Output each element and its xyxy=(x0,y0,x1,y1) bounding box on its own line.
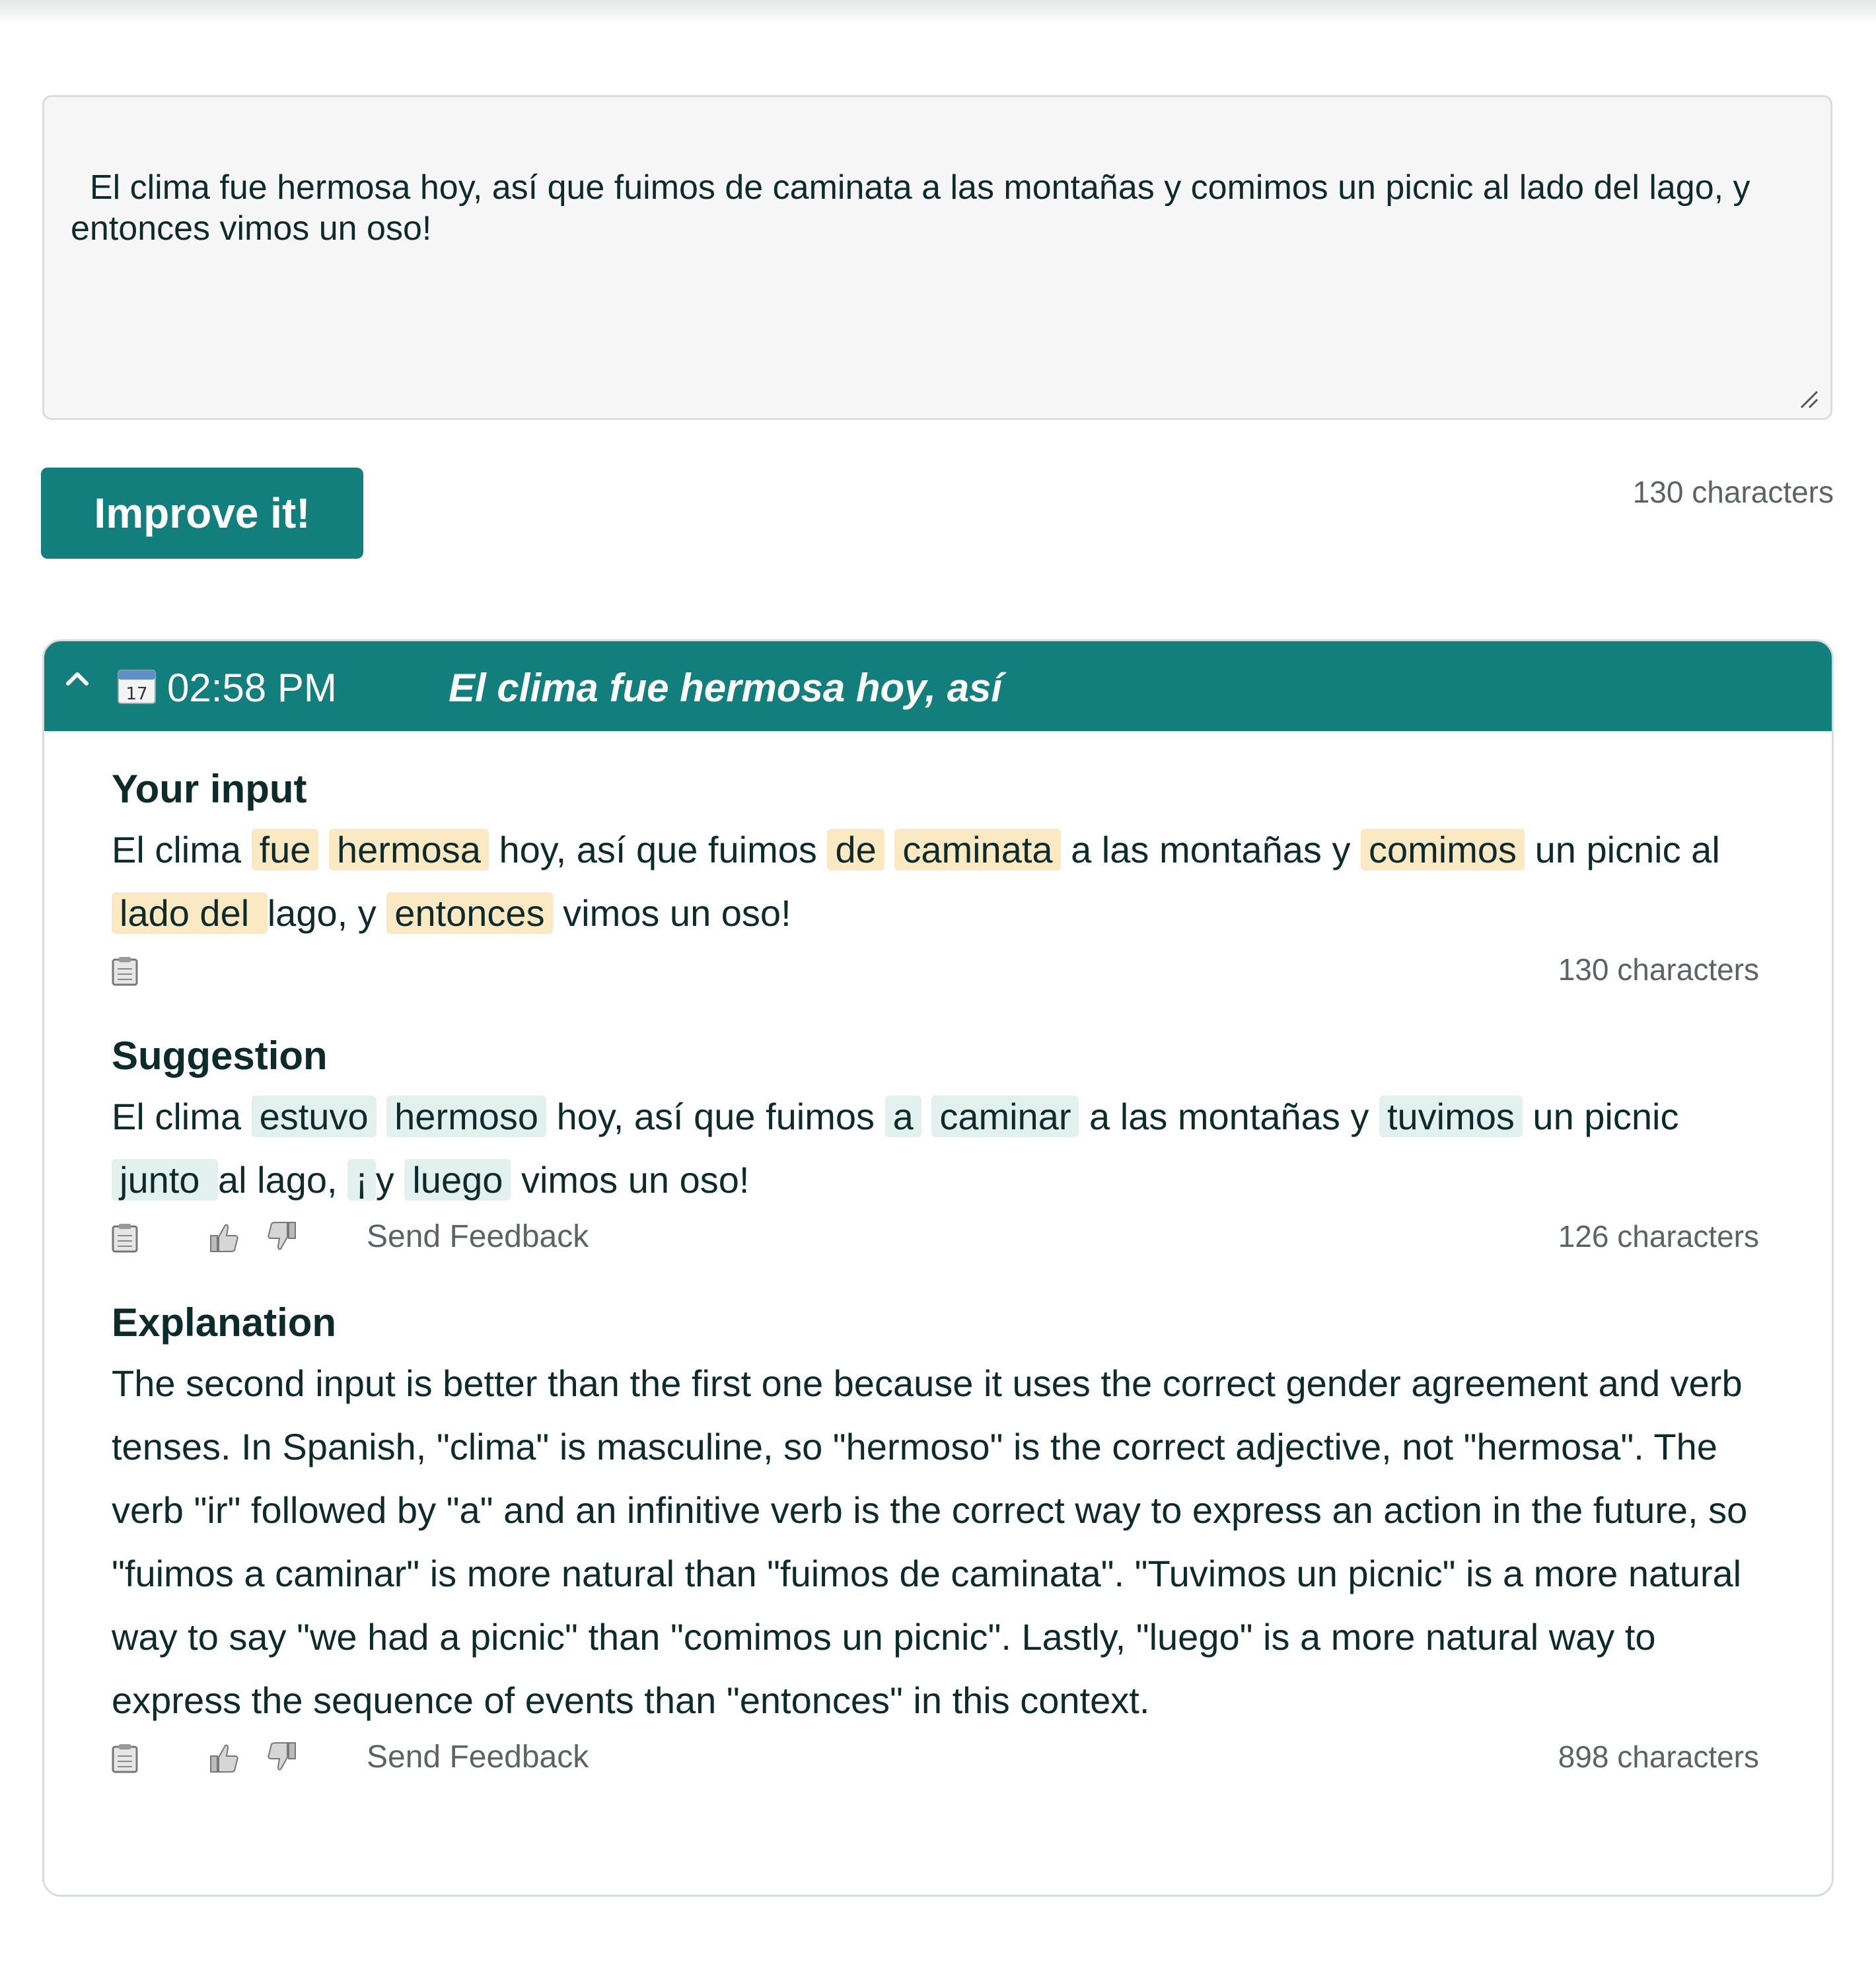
clipboard-icon[interactable] xyxy=(112,1743,138,1773)
text-segment: al lago, xyxy=(218,1159,348,1201)
input-char-count: 130 characters xyxy=(1558,952,1759,987)
text-segment: un picnic al xyxy=(1525,829,1720,870)
explanation-char-count: 898 characters xyxy=(1558,1740,1759,1774)
text-segment: un picnic xyxy=(1522,1096,1679,1137)
text-segment: vimos un oso! xyxy=(511,1159,750,1201)
highlighted-correction: tuvimos xyxy=(1379,1096,1523,1137)
highlighted-error: hermosa xyxy=(329,829,489,870)
input-toolbar xyxy=(112,952,1776,991)
send-feedback-link[interactable]: Send Feedback xyxy=(367,1219,589,1254)
clipboard-icon[interactable] xyxy=(112,1222,138,1253)
text-segment: El clima xyxy=(112,829,252,870)
explanation-section xyxy=(112,1299,1776,1779)
result-time: 02:58 PM xyxy=(167,666,337,710)
suggestion-section xyxy=(112,1032,1776,1258)
calendar-day: 17 xyxy=(126,684,148,704)
thumbs-down-icon[interactable] xyxy=(266,1740,298,1773)
explanation-title: Explanation xyxy=(112,1300,337,1345)
send-feedback-link[interactable]: Send Feedback xyxy=(367,1740,589,1775)
explanation-toolbar xyxy=(112,1739,1776,1779)
highlighted-error: comimos xyxy=(1361,829,1525,870)
text-input-value[interactable]: El clima fue hermosa hoy, así que fuimos de caminata a las montañas y comimos un picnic al lado del lago, y entonces vimos un oso! xyxy=(71,168,1760,248)
explanation-text: The second input is better than the first one because it uses the correct gender agreement and verb tenses. In Spanish, "clima" is masculine, so "hermoso" is the correct adjective, not "hermosa". The verb "ir" followed by "a" and an infinitive verb is the correct way to express an action in the future, so "fuimos a caminar" is more natural than "fuimos de caminata". "Tuvimos un picnic" is a more natural way to say "we had a picnic" than "comimos un picnic". Lastly, "luego" is a more natural way to express the sequence of events than "entonces" in this context. xyxy=(112,1362,1748,1721)
input-title: Your input xyxy=(112,767,307,811)
input-section xyxy=(112,765,1776,991)
text-segment xyxy=(318,829,329,870)
editor-char-count: 130 characters xyxy=(1632,475,1834,509)
input-text xyxy=(112,818,1776,945)
thumbs-up-icon[interactable] xyxy=(208,1742,240,1775)
calendar-icon xyxy=(117,668,157,705)
text-segment xyxy=(377,1096,387,1137)
suggestion-toolbar xyxy=(112,1218,1776,1258)
suggestion-title: Suggestion xyxy=(112,1034,328,1078)
highlighted-correction: junto xyxy=(112,1159,218,1201)
text-segment: vimos un oso! xyxy=(552,892,791,934)
text-segment: El clima xyxy=(112,1096,252,1137)
text-segment: hoy, así que fuimos xyxy=(488,829,828,870)
highlighted-error: de xyxy=(827,829,884,870)
top-shadow xyxy=(0,0,1876,25)
text-segment: a las montañas y xyxy=(1060,829,1361,870)
highlighted-correction: estuvo xyxy=(252,1096,377,1137)
highlighted-correction: caminar xyxy=(931,1096,1079,1137)
text-segment: lago, y xyxy=(267,892,387,934)
improve-button[interactable]: Improve it! xyxy=(41,468,363,559)
highlighted-correction: ¡ xyxy=(347,1159,376,1201)
chevron-up-icon[interactable] xyxy=(64,665,90,691)
highlighted-error: fue xyxy=(252,829,319,870)
resize-grip-icon[interactable] xyxy=(1797,388,1819,409)
text-segment: y xyxy=(375,1159,405,1201)
text-input-area[interactable] xyxy=(42,95,1832,420)
suggestion-text xyxy=(112,1085,1776,1212)
highlighted-correction: a xyxy=(885,1096,921,1137)
text-segment xyxy=(921,1096,932,1137)
text-segment: hoy, así que fuimos xyxy=(546,1096,885,1137)
result-header[interactable] xyxy=(44,641,1832,731)
text-segment xyxy=(884,829,895,870)
text-segment: a las montañas y xyxy=(1079,1096,1379,1137)
highlighted-error: lado del xyxy=(112,892,268,934)
thumbs-down-icon[interactable] xyxy=(266,1220,298,1253)
highlighted-correction: hermoso xyxy=(386,1096,546,1137)
suggestion-char-count: 126 characters xyxy=(1558,1219,1759,1253)
result-card xyxy=(42,639,1834,1897)
highlighted-error: caminata xyxy=(894,829,1060,870)
highlighted-correction: luego xyxy=(404,1159,511,1201)
highlighted-error: entonces xyxy=(386,892,552,934)
result-preview: El clima fue hermosa hoy, así xyxy=(449,666,1003,710)
thumbs-up-icon[interactable] xyxy=(208,1221,240,1254)
clipboard-icon[interactable] xyxy=(112,956,138,986)
